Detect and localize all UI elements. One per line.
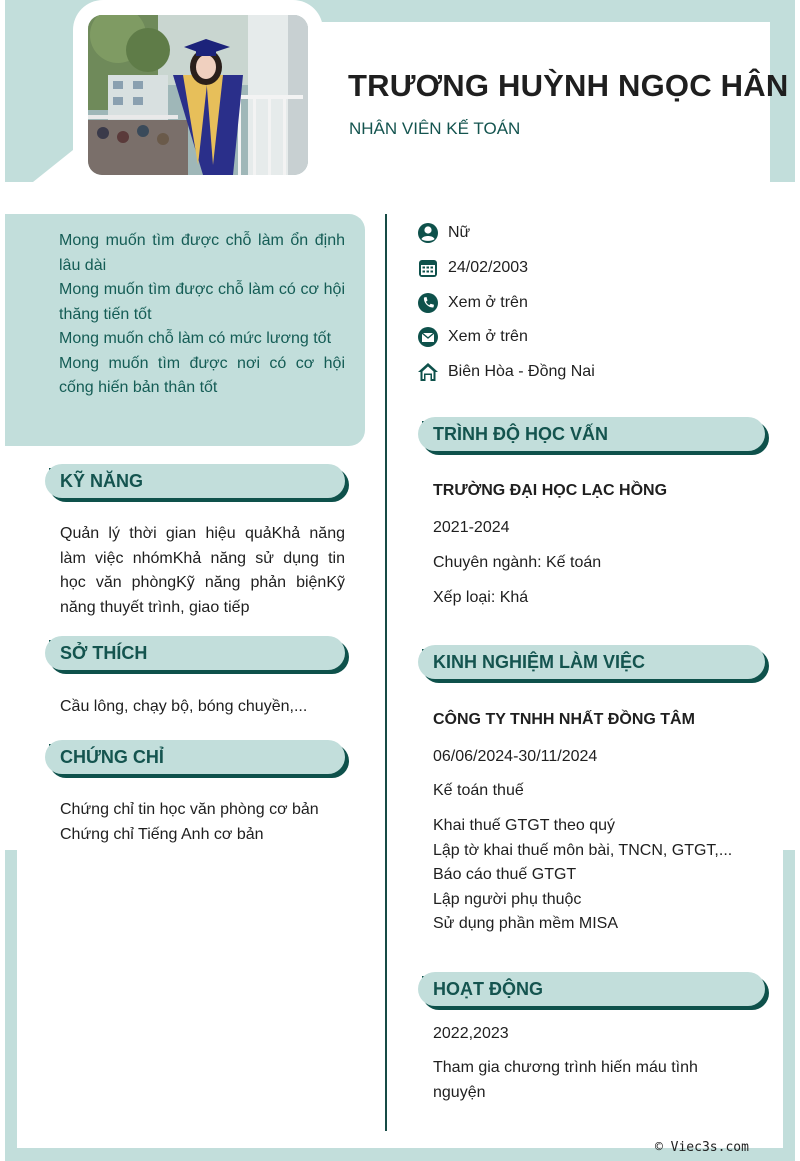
home-icon: [417, 361, 439, 383]
address-value: Biên Hòa - Đồng Nai: [448, 363, 595, 380]
gender-value: Nữ: [448, 224, 471, 241]
duty-item: Lập người phụ thuộc: [433, 890, 582, 908]
activities-year: 2022,2023: [433, 1025, 509, 1042]
job-title: NHÂN VIÊN KẾ TOÁN: [349, 119, 521, 138]
education-heading: [418, 417, 765, 451]
education-major: Chuyên ngành: Kế toán: [433, 554, 602, 571]
activities-title: HOẠT ĐỘNG: [433, 979, 543, 999]
certificates-heading: [45, 740, 345, 774]
activities-heading: [418, 972, 765, 1006]
education-school: TRƯỜNG ĐẠI HỌC LẠC HỒNG: [433, 482, 668, 499]
birthday-value: 24/02/2003: [448, 259, 529, 276]
objective-item: Mong muốn tìm được nơi có cơ hội cống hiến bản thân tốt: [59, 354, 345, 396]
phone-value: Xem ở trên: [448, 294, 528, 311]
experience-company: CÔNG TY TNHH NHẤT ĐỒNG TÂM: [433, 711, 695, 728]
profile-photo: [88, 15, 308, 175]
skills-text: Quản lý thời gian hiệu quảKhả năng làm việc nhómKhả năng sử dụng tin học văn phòngKỹ năng phản biệnKỹ năng thuyết trình, giao tiếp: [60, 525, 345, 616]
email-value: Xem ở trên: [448, 328, 528, 345]
hobbies-title: SỞ THÍCH: [60, 643, 148, 663]
certificate-item: Chứng chỉ tin học văn phòng cơ bản: [60, 801, 319, 818]
education-period: 2021-2024: [433, 519, 510, 536]
certificates-title: CHỨNG CHỈ: [60, 747, 164, 767]
duty-item: Khai thuế GTGT theo quý: [433, 817, 616, 834]
education-grade: Xếp loại: Khá: [433, 589, 529, 606]
photo-frame-wedge: [33, 150, 73, 182]
phone-icon: [417, 292, 439, 314]
duty-item: Lập tờ khai thuế môn bài, TNCN, GTGT,...: [433, 841, 733, 859]
calendar-icon: [417, 257, 439, 279]
duty-item: Sử dụng phần mềm MISA: [433, 915, 619, 932]
column-divider: [385, 214, 387, 1131]
objective-item: Mong muốn chỗ làm có mức lương tốt: [59, 330, 332, 347]
objective-item: Mong muốn tìm được chỗ làm có cơ hội thăng tiến tốt: [59, 281, 345, 323]
user-circle-icon: [417, 222, 439, 244]
experience-duties: [433, 814, 773, 937]
experience-title: KINH NGHIỆM LÀM VIỆC: [433, 652, 646, 672]
experience-heading: [418, 645, 765, 679]
duty-item: Báo cáo thuế GTGT: [433, 866, 577, 883]
certificate-item: Chứng chỉ Tiếng Anh cơ bản: [60, 825, 264, 843]
experience-period: 06/06/2024-30/11/2024: [433, 748, 598, 765]
candidate-name: TRƯƠNG HUỲNH NGỌC HÂN: [348, 68, 789, 103]
certificates-list: [60, 798, 360, 847]
skills-heading: [45, 464, 345, 498]
objective-list: [59, 229, 345, 401]
skills-title: KỸ NĂNG: [60, 471, 144, 491]
objective-item: Mong muốn tìm được chỗ làm ổn định lâu dài: [59, 232, 345, 274]
activities-description: Tham gia chương trình hiến máu tình nguyện: [433, 1059, 698, 1101]
hobbies-heading: [45, 636, 345, 670]
education-title: TRÌNH ĐỘ HỌC VẤN: [433, 424, 608, 444]
hobbies-text: Cầu lông, chạy bộ, bóng chuyền,...: [60, 698, 308, 715]
experience-position: Kế toán thuế: [433, 782, 524, 799]
watermark-link: © Viec3s.com: [655, 1140, 749, 1155]
envelope-icon: [417, 326, 439, 348]
